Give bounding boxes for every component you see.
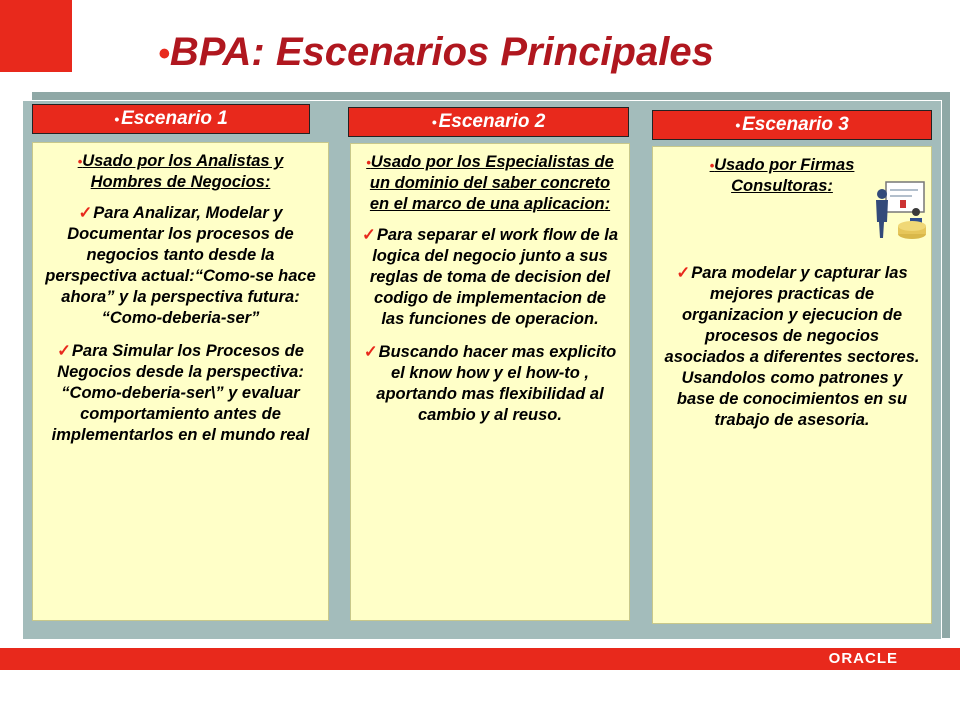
bullet-icon: •: [431, 114, 437, 130]
tab-label: Escenario 3: [742, 114, 849, 135]
tab-label: Escenario 2: [438, 111, 546, 132]
check-icon: ✓: [676, 264, 691, 282]
tab-escenario-2: [348, 107, 629, 137]
bullet-icon: •: [366, 155, 371, 170]
check-icon: ✓: [363, 343, 378, 361]
title-text: BPA: Escenarios Principales: [169, 30, 714, 74]
bullet-icon: •: [735, 117, 741, 133]
scenario-1-item-2: ✓Para Simular los Procesos de Negocios desde la perspectiva: “Como-deberia-ser\” y evaluar comportamiento antes de implementarlos en el mundo real: [51, 342, 310, 444]
scenario-2-card: [350, 143, 630, 621]
check-icon: ✓: [361, 226, 376, 244]
scenario-1-item-1: ✓Para Analizar, Modelar y Documentar los procesos de negocios tanto desde la perspectiva actual:“Como-se hace ahora” y la perspectiva futura: “Como-deberia-ser”: [45, 204, 316, 327]
bullet-icon: •: [77, 154, 83, 169]
scenario-1-heading: •Usado por los Analistas y Hombres de Negocios:: [77, 152, 284, 191]
tab-label: Escenario 1: [121, 108, 228, 129]
check-icon: ✓: [57, 342, 71, 360]
oracle-logo: ORACLE: [828, 650, 898, 667]
people-meeting-icon: [872, 180, 932, 242]
bullet-icon: •: [114, 111, 120, 127]
scenario-3-item-1: ✓Para modelar y capturar las mejores practicas de organizacion y ejecucion de procesos de negocios asociados a diferentes sectores. Usandolos como patrones y base de conocimientos en su trabajo de asesoria.: [664, 264, 920, 429]
tab-escenario-3: [652, 110, 932, 140]
check-icon: ✓: [78, 204, 93, 222]
page-title: [158, 30, 714, 75]
scenario-2-heading: •Usado por los Especialistas de un dominio del saber concreto en el marco de una aplicacion:: [366, 153, 614, 213]
tab-escenario-1: [32, 104, 310, 134]
title-bullet: •: [158, 35, 170, 73]
scenario-1-card: [32, 142, 329, 621]
scenario-2-item-2: ✓Buscando hacer mas explicito el know how y el how-to , aportando mas flexibilidad al cambio y al reuso.: [363, 343, 617, 424]
scenario-2-item-1: ✓Para separar el work flow de la logica del negocio junto a sus reglas de toma de decision del codigo de implementacion de las funciones de operacion.: [361, 226, 619, 328]
brand-red-square: [0, 0, 72, 72]
scenario-3-heading: •Usado por Firmas Consultoras:: [709, 156, 855, 195]
footer-bar: [0, 648, 960, 670]
bullet-icon: •: [709, 158, 715, 173]
